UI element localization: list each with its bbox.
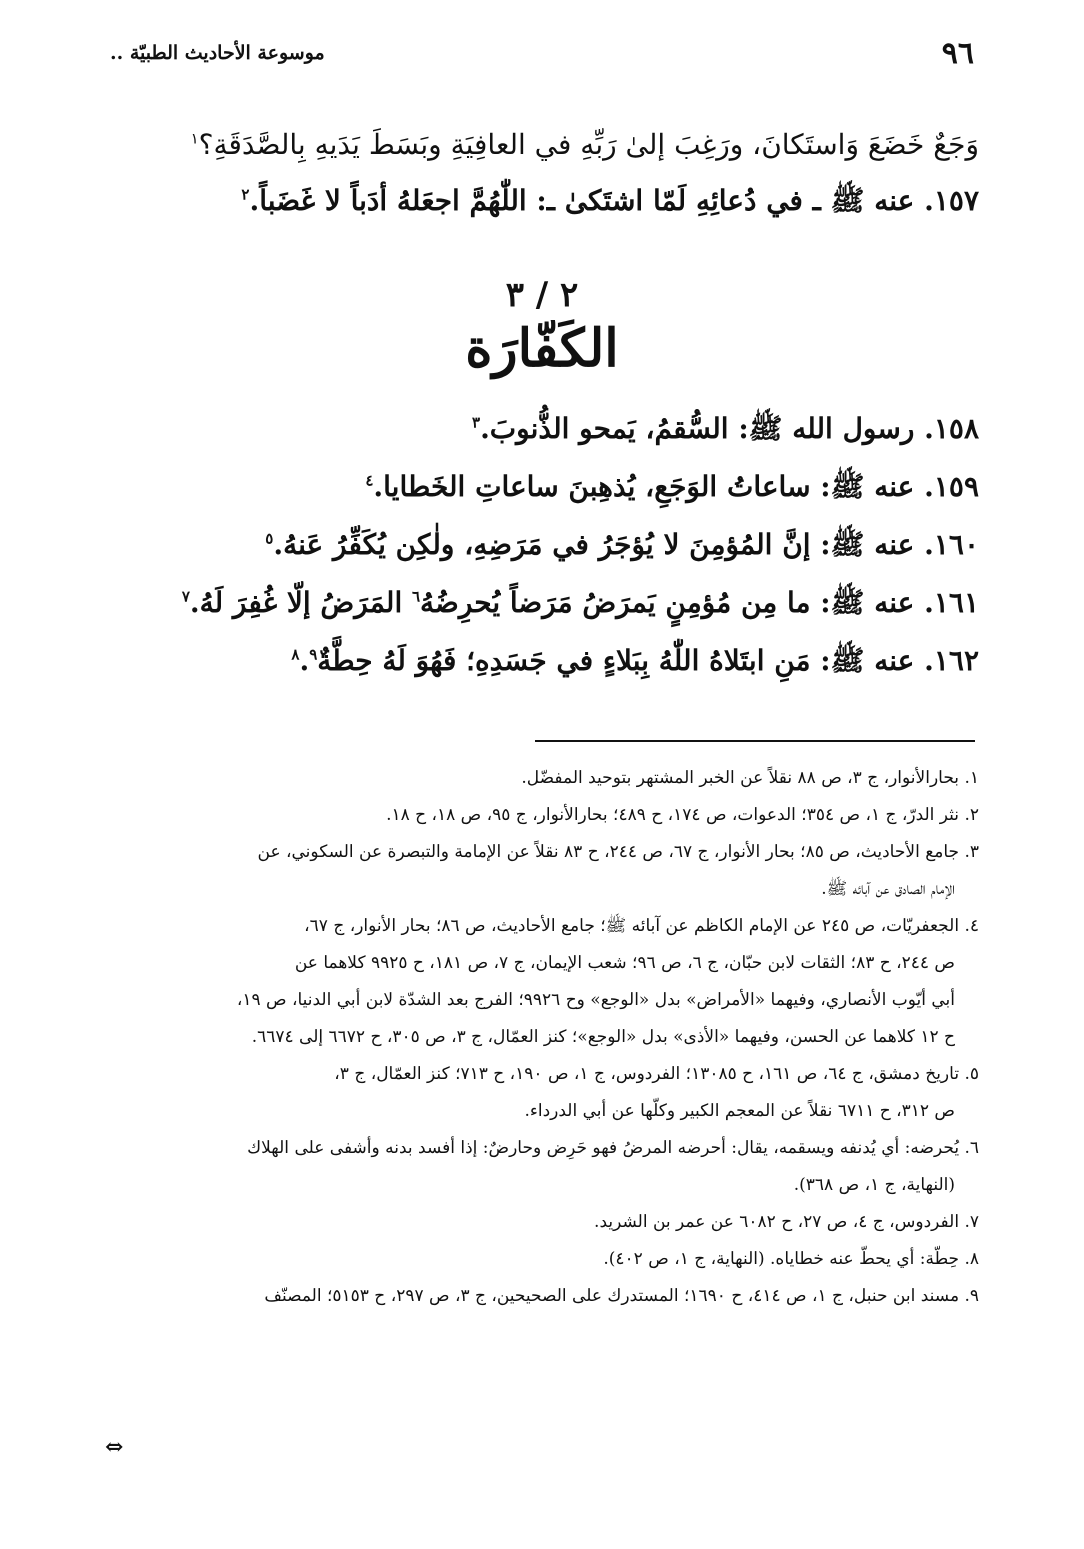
footnote-6-cont: (النهاية، ج ١، ص ٣٦٨). [793, 1175, 955, 1195]
footnote-1: ١. بحارالأنوار، ج ٣، ص ٨٨ نقلاً عن الخبر المشتهر بتوحيد المفضّل. [521, 768, 979, 788]
hadith-number: ١٦٢. [924, 644, 979, 677]
footnote-separator [535, 740, 975, 742]
footnote-ref: ٧ [181, 587, 190, 606]
hadith-number: ١٥٧. [924, 184, 979, 217]
verse-text: وَجَعٌ خَضَعَ وَاستَكانَ، ورَغِبَ إلىٰ رَبِّهِ في العافِيَةِ وبَسَطَ يَدَيهِ بِالصَّدَقَةِ؟ [198, 128, 979, 161]
running-title: موسوعة الأحاديث الطبيّة .. [110, 42, 325, 64]
footnote-ref: ٥ [265, 529, 274, 548]
main-text [60, 118, 979, 230]
verse-line [60, 118, 979, 172]
hadith-162 [60, 632, 979, 690]
footnote-6: ٦. يُحرضه: أي يُدنفه ويسقمه، يقال: أحرضه المرضُ فهو حَرِض وحارضٌ: إذا أفسد بدنه وأشفى على الهلاك [247, 1138, 979, 1158]
hadith-text: عنه ﷺ: مَنِ ابتَلاهُ اللّٰهُ بِبَلاءٍ في جَسَدِهِ؛ فَهُوَ لَهُ حِطَّةٌ [317, 644, 915, 677]
hadith-157 [60, 172, 979, 230]
hadith-number: ١٦١. [924, 586, 979, 619]
hadith-text: عنه ﷺ: ساعاتُ الوَجَعِ، يُذهِبنَ ساعاتِ الخَطايا. [373, 470, 915, 503]
page-header [100, 36, 984, 76]
hadith-number: ١٥٨. [924, 412, 979, 445]
footnotes [100, 760, 979, 1315]
footnote-ref: ٦ [411, 587, 421, 606]
hadith-number: ١٥٩. [924, 470, 979, 503]
footnote-ref: ٩ [309, 645, 318, 664]
footnote-2: ٢. نثر الدرّ، ج ١، ص ٣٥٤؛ الدعوات، ص ١٧٤، ح ٤٨٩؛ بحارالأنوار، ج ٩٥، ص ١٨، ح ١٨. [386, 805, 979, 825]
hadith-text: عنه ﷺ: إنَّ المُؤمِنَ لا يُؤجَرُ في مَرَضِهِ، ولٰكِن يُكَفِّرُ عَنهُ. [273, 528, 915, 561]
hadith-text-cont: . [299, 644, 310, 677]
section-number: ٢ / ٣ [505, 275, 579, 315]
footnote-3: ٣. جامع الأحاديث، ص ٨٥؛ بحار الأنوار، ج ٦٧، ص ٢٤٤، ح ٨٣ نقلاً عن الإمامة والتبصرة عن السكوني، عن [257, 842, 979, 862]
footnote-ref: ٨ [291, 645, 300, 664]
continuation-mark: ⇔ [105, 1434, 124, 1460]
footnote-4-cont: ح ١٢ كلاهما عن الحسن، وفيهما «الأذى» بدل «الوجع»؛ كنز العمّال، ج ٣، ص ٣٠٥، ح ٦٦٧٢ إلى ٦٦٧٤. [251, 1027, 955, 1047]
hadith-text-cont: المَرَضُ إلّا غُفِرَ لَهُ. [189, 586, 412, 619]
hadith-text: عنه ﷺ: ما مِن مُؤمِنٍ يَمرَضُ مَرَضاً يُحرِضُهُ [420, 586, 915, 619]
footnote-9: ٩. مسند ابن حنبل، ج ١، ص ٤١٤، ح ١٦٩٠؛ المستدرك على الصحيحين، ج ٣، ص ٢٩٧، ح ٥١٥٣؛ المصنّف [264, 1286, 979, 1306]
hadith-text: عنه ﷺ ـ في دُعائِهِ لَمّا اشتَكىٰ ـ: اللّٰهُمَّ اجعَلهُ أدَباً لا غَضَباً. [249, 184, 915, 217]
footnote-ref: ١ [190, 129, 199, 148]
footnote-5-cont: ص ٣١٢، ح ٦٧١١ نقلاً عن المعجم الكبير وكلّها عن أبي الدرداء. [524, 1101, 955, 1121]
footnote-ref: ٣ [472, 413, 481, 432]
hadith-161 [60, 574, 979, 632]
footnote-4-cont: أبي أيّوب الأنصاري، وفيهما «الأمراض» بدل «الوجع» وح ٩٩٢٦؛ الفرج بعد الشدّة لابن أبي الدنيا، ص ١٩، [236, 990, 955, 1010]
footnote-7: ٧. الفردوس، ج ٤، ص ٢٧، ح ٦٠٨٢ عن عمر بن الشريد. [594, 1212, 979, 1232]
footnote-ref: ٢ [241, 185, 250, 204]
section-title: الكَفّارَة [465, 318, 619, 379]
hadith-160 [60, 516, 979, 574]
footnote-4: ٤. الجعفريّات، ص ٢٤٥ عن الإمام الكاظم عن آبائه ﷺ؛ جامع الأحاديث، ص ٨٦؛ بحار الأنوار، ج ٦٧، [304, 916, 979, 936]
hadith-158 [60, 400, 979, 458]
footnote-5: ٥. تاريخ دمشق، ج ٦٤، ص ١٦١، ح ١٣٠٨٥؛ الفردوس، ج ١، ص ١٩٠، ح ٧١٣؛ كنز العمّال، ج ٣، [334, 1064, 979, 1084]
page-number: ٩٦ [941, 36, 974, 71]
footnote-3-cont: الإمام الصادق عن آبائه ﷺ. [821, 879, 955, 899]
footnote-ref: ٤ [365, 471, 374, 490]
hadith-number: ١٦٠. [924, 528, 979, 561]
footnote-8: ٨. حِطّة: أي يحطّ عنه خطاياه. (النهاية، ج ١، ص ٤٠٢). [603, 1249, 979, 1269]
footnote-4-cont: ص ٢٤٤، ح ٨٣؛ الثقات لابن حبّان، ج ٦، ص ٩٦؛ شعب الإيمان، ج ٧، ص ١٨١، ح ٩٩٢٥ كلاهما عن [294, 953, 955, 973]
hadith-text: رسول الله ﷺ: السُّقمُ، يَمحو الذُّنوبَ. [480, 412, 915, 445]
hadith-list [60, 400, 979, 690]
hadith-159 [60, 458, 979, 516]
